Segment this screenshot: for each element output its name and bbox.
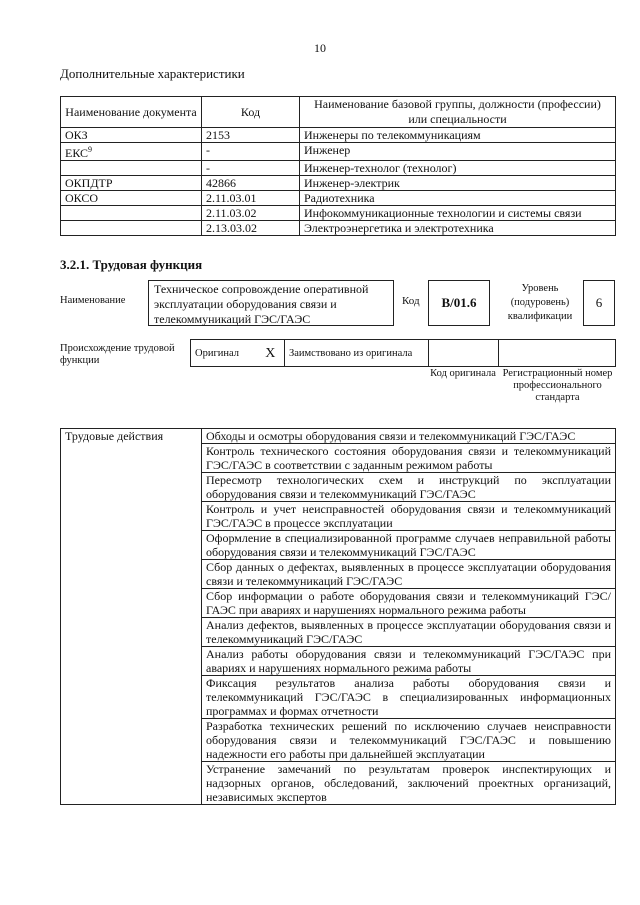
original-code-cell (429, 340, 499, 367)
doc-cell: ОКПДТР (61, 176, 202, 191)
header-code: Код (202, 97, 300, 128)
doc-text: ЕКС (65, 146, 89, 160)
table-row (61, 128, 616, 143)
original-mark: X (257, 340, 285, 367)
table-row (61, 206, 616, 221)
header-group-name: Наименование базовой группы, должности (профессии) или специальности (300, 97, 616, 128)
footnote-mark: 9 (88, 145, 93, 154)
doc-cell (61, 221, 202, 236)
actions-label: Трудовые действия (61, 429, 202, 805)
table-row (61, 221, 616, 236)
doc-cell: ОКСО (61, 191, 202, 206)
doc-cell (61, 161, 202, 176)
level-label: Уровень (подуровень) квалификации (507, 283, 573, 322)
table-row (61, 429, 616, 444)
origin-label: Происхождение трудовой функции (60, 343, 175, 366)
code-cell: - (202, 143, 300, 161)
action-item: Контроль технического состояния оборудования связи и телекоммуникаций ГЭС/ГАЭС в соответствии с заданным режимом работы (202, 444, 616, 473)
code-cell: 2.11.03.01 (202, 191, 300, 206)
original-label: Оригинал (191, 340, 257, 367)
name-label: Наименование (60, 295, 126, 306)
table-row (61, 143, 616, 161)
origin-table (190, 339, 616, 367)
name-cell: Инженер (300, 143, 616, 161)
reg-number-cell (499, 340, 616, 367)
action-item: Оформление в специализированной программе случаев неправильной работы оборудования связи и телекоммуникаций ГЭС/ГАЭС (202, 531, 616, 560)
name-cell: Инженер-электрик (300, 176, 616, 191)
table-row (61, 176, 616, 191)
action-item: Фиксация результатов анализа работы оборудования связи и телекоммуникаций ГЭС/ГАЭС в специализированных информационных программах и формах отчетности (202, 676, 616, 719)
origin-row (191, 340, 616, 367)
code-cell: 2.11.03.02 (202, 206, 300, 221)
action-item: Пересмотр технологических схем и инструкций по эксплуатации оборудования связи и телекоммуникаций ГЭС/ГАЭС (202, 473, 616, 502)
qualification-level: 6 (583, 280, 615, 326)
labour-actions-table (60, 428, 616, 805)
doc-cell: ОКЗ (61, 128, 202, 143)
action-item: Обходы и осмотры оборудования связи и телекоммуникаций ГЭС/ГАЭС (202, 429, 616, 444)
name-cell: Инженеры по телекоммуникациям (300, 128, 616, 143)
name-cell: Электроэнергетика и электротехника (300, 221, 616, 236)
code-cell: 2.13.03.02 (202, 221, 300, 236)
action-item: Разработка технических решений по исключению случаев неисправности оборудования связи и телекоммуникаций ГЭС/ГАЭС и повышению надежности его работы при дальнейшей эксплуатации (202, 719, 616, 762)
doc-cell (61, 206, 202, 221)
borrowed-label: Заимствовано из оригинала (285, 340, 429, 367)
action-item: Сбор данных о дефектах, выявленных в процессе эксплуатации оборудования связи и телекоммуникаций ГЭС/ГАЭС (202, 560, 616, 589)
action-item: Сбор информации о работе оборудования связи и телекоммуникаций ГЭС/ГАЭС при авариях и нарушениях нормального режима работы (202, 589, 616, 618)
page-number: 10 (314, 41, 326, 55)
function-code: B/01.6 (428, 280, 490, 326)
table-row (61, 191, 616, 206)
action-item: Устранение замечаний по результатам проверок инспектирующих и надзорных органов, обследований, заключений проектных организаций, независимых экспертов (202, 762, 616, 805)
function-name: Техническое сопровождение оперативной эксплуатации оборудования связи и телекоммуникаций ГЭС/ГАЭС (148, 280, 394, 326)
code-cell: 2153 (202, 128, 300, 143)
section-title: Дополнительные характеристики (60, 66, 245, 81)
action-item: Анализ работы оборудования связи и телекоммуникаций ГЭС/ГАЭС при авариях и нарушениях нормального режима работы (202, 647, 616, 676)
reg-number-label: Регистрационный номер профессионального стандарта (502, 368, 613, 403)
doc-cell (61, 143, 202, 161)
table-row (61, 161, 616, 176)
header-document: Наименование документа (61, 97, 202, 128)
name-cell: Инфокоммуникационные технологии и системы связи (300, 206, 616, 221)
name-cell: Инженер-технолог (технолог) (300, 161, 616, 176)
characteristics-table (60, 96, 616, 236)
code-cell: - (202, 161, 300, 176)
action-item: Контроль и учет неисправностей оборудования связи и телекоммуникаций ГЭС/ГАЭС в процессе эксплуатации (202, 502, 616, 531)
function-title: 3.2.1. Трудовая функция (60, 257, 203, 272)
name-cell: Радиотехника (300, 191, 616, 206)
code-cell: 42866 (202, 176, 300, 191)
original-code-label: Код оригинала (430, 368, 496, 379)
table-header-row (61, 97, 616, 128)
action-item: Анализ дефектов, выявленных в процессе эксплуатации оборудования связи и телекоммуникаций ГЭС/ГАЭС (202, 618, 616, 647)
code-label: Код (402, 295, 420, 307)
